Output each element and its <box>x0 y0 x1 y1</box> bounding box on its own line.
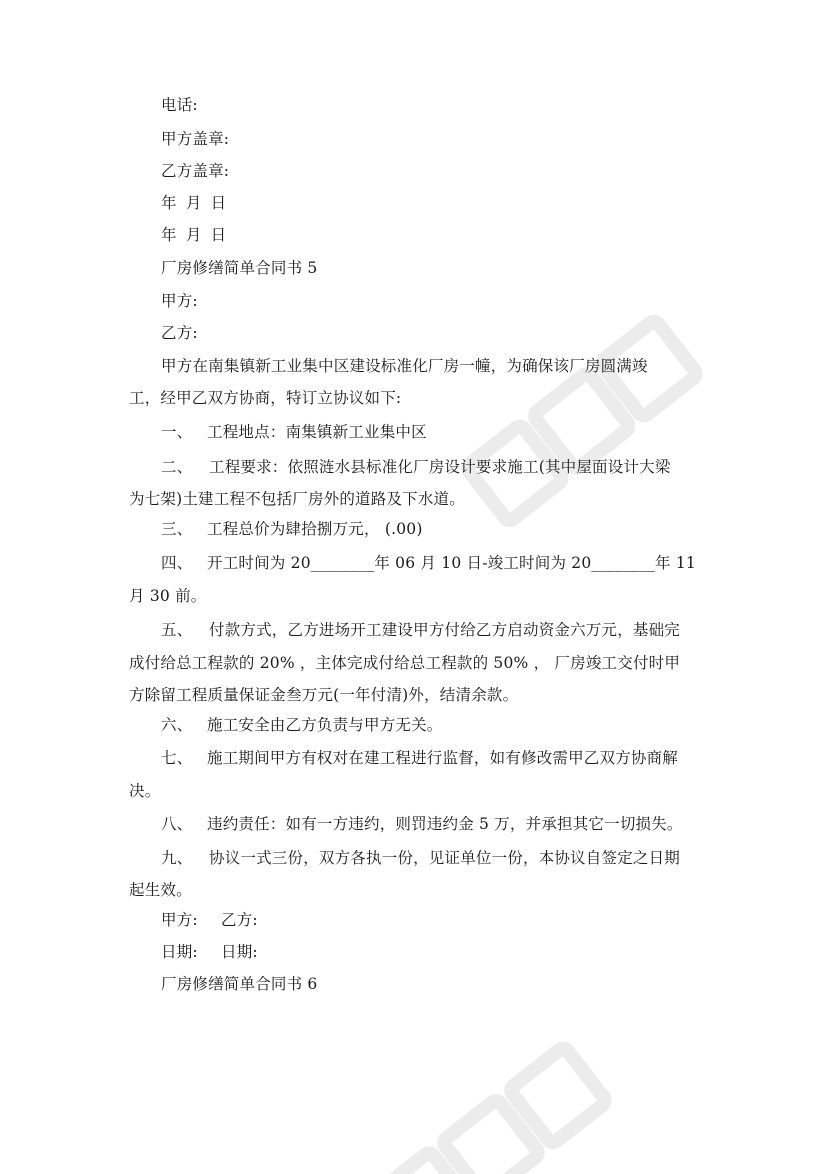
intro-paragraph-line: 工，经甲乙双方协商，特订立协议如下: <box>129 389 402 407</box>
clause-number: 七、 <box>161 749 193 767</box>
clause-text: 开工时间为 20________年 06 月 10 日-竣工时间为 20________年 11 <box>207 554 696 572</box>
clause-text: 施工期间甲方有权对在建工程进行监督，如有修改需甲乙双方协商解 <box>207 749 679 767</box>
clause-text: 违约责任：如有一方违约，则罚违约金 5 万，并承担其它一切损失。 <box>207 815 683 833</box>
phone-label: 电话: <box>161 96 198 114</box>
clause-text: 决。 <box>129 782 161 800</box>
signature-date-a-label: 日期: <box>161 943 198 961</box>
party-b-seal-label: 乙方盖章: <box>161 162 230 180</box>
section-title: 厂房修缮简单合同书 6 <box>161 975 318 993</box>
clause-number: 六、 <box>161 716 193 734</box>
clause-number: 五、 <box>161 621 193 639</box>
clause-text: 工程要求：依照涟水县标准化厂房设计要求施工(其中屋面设计大梁 <box>209 458 671 476</box>
clause-text: 成付给总工程款的 20% ，主体完成付给总工程款的 50% ， 厂房竣工交付时甲 <box>129 654 681 672</box>
clause-text: 施工安全由乙方负责与甲方无关。 <box>207 716 443 734</box>
clause-number: 九、 <box>161 849 193 867</box>
clause-text: 协议一式三份，双方各执一份，见证单位一份，本协议自签定之日期 <box>209 849 681 867</box>
clause-number: 八、 <box>161 815 193 833</box>
party-b-label: 乙方: <box>161 324 198 342</box>
clause-text: 为七架)土建工程不包括厂房外的道路及下水道。 <box>129 490 465 508</box>
date-line: 年 月 日 <box>161 194 227 212</box>
clause-number: 一、 <box>161 423 193 441</box>
clause-text: 工程地点：南集镇新工业集中区 <box>207 423 427 441</box>
signature-party-b-label: 乙方: <box>221 911 258 929</box>
party-a-seal-label: 甲方盖章: <box>161 130 230 148</box>
watermark-icon <box>430 270 730 600</box>
clause-text: 工程总价为肆拾捌万元， (.00) <box>207 520 423 538</box>
party-a-label: 甲方: <box>161 292 198 310</box>
intro-paragraph-line: 甲方在南集镇新工业集中区建设标准化厂房一幢，为确保该厂房圆满竣 <box>161 357 648 375</box>
clause-text: 付款方式，乙方进场开工建设甲方付给乙方启动资金六万元，基础完 <box>209 621 681 639</box>
clause-number: 三、 <box>161 520 193 538</box>
clause-text: 方除留工程质量保证金叁万元(一年付清)外，结清余款。 <box>129 686 519 704</box>
signature-date-b-label: 日期: <box>221 943 258 961</box>
signature-party-a-label: 甲方: <box>161 911 198 929</box>
clause-number: 二、 <box>161 458 193 476</box>
clause-text: 月 30 前。 <box>129 587 207 605</box>
clause-number: 四、 <box>161 554 193 572</box>
date-line: 年 月 日 <box>161 226 227 244</box>
clause-text: 起生效。 <box>129 881 192 899</box>
section-title: 厂房修缮简单合同书 5 <box>161 259 318 277</box>
watermark-icon <box>330 1030 630 1174</box>
